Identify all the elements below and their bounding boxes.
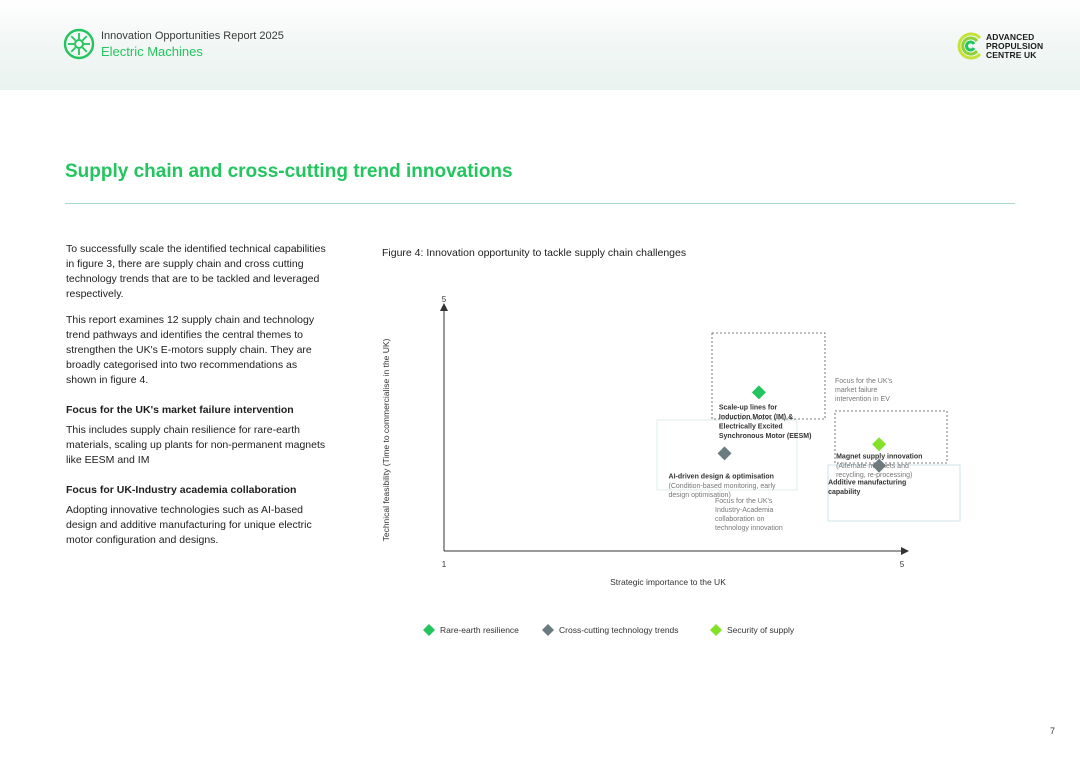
rare-earth-annotation-line: intervention in EV xyxy=(835,396,890,403)
data-point-detail: design optimisation) xyxy=(668,491,731,499)
data-point-marker xyxy=(752,385,766,399)
org-logo-text xyxy=(986,33,1043,60)
body-paragraph: This includes supply chain resilience for rare-earth materials, scaling up plants for non-permanent magnets like EESM and IM xyxy=(66,424,326,466)
section-heading: Focus for UK-Industry academia collaboration xyxy=(66,484,297,496)
report-title: Innovation Opportunities Report 2025 xyxy=(101,30,284,42)
legend-label: Cross-cutting technology trends xyxy=(559,625,679,635)
collaboration-annotation-line: technology innovation xyxy=(715,525,783,532)
page-number: 7 xyxy=(1050,726,1056,736)
data-point-label: Electrically Excited xyxy=(718,423,783,431)
data-point-detail: recycling, re-processing) xyxy=(836,471,913,479)
rare-earth-annotation-line: market failure xyxy=(835,387,878,394)
body-paragraph: This report examines 12 supply chain and technology trend pathways and identifies the central themes to strengthen the UK's E-motors supply chain. They are broadly categorised into two recommendations as shown in figure 4. xyxy=(66,314,315,386)
legend-label: Security of supply xyxy=(727,625,795,635)
legend-marker xyxy=(710,624,722,636)
data-point-label: Scale-up lines for xyxy=(718,404,778,412)
page-title: Supply chain and cross-cutting trend innovations xyxy=(65,161,513,182)
legend-label: Rare-earth resilience xyxy=(440,625,519,635)
rare-earth-annotation-line: Focus for the UK's xyxy=(835,378,893,385)
collaboration-annotation-line: Industry-Academia xyxy=(715,507,774,514)
gear-circle-icon xyxy=(63,28,95,60)
data-point-label: Induction Motor (IM) & xyxy=(718,413,794,421)
figure-caption: Figure 4: Innovation opportunity to tackle supply chain challenges xyxy=(382,247,687,259)
data-point-label: Additive manufacturing xyxy=(828,479,907,487)
data-point-label: capability xyxy=(828,489,861,497)
org-logo-line: CENTRE UK xyxy=(986,50,1037,60)
data-point-label: Magnet supply innovation xyxy=(836,453,923,461)
y-axis-label: Technical feasibility (Time to commercialise in the UK) xyxy=(381,338,391,542)
page-header xyxy=(0,0,1080,90)
section-heading: Focus for the UK's market failure intervention xyxy=(66,404,294,416)
report-subtitle: Electric Machines xyxy=(101,44,203,59)
data-point-marker xyxy=(872,437,886,451)
x-tick-label: 1 xyxy=(441,560,447,569)
org-logo-line: ADVANCED xyxy=(986,32,1035,42)
collaboration-annotation-line: Focus for the UK's xyxy=(715,498,773,505)
apc-logo-icon xyxy=(954,30,986,62)
body-paragraph: To successfully scale the identified technical capabilities in figure 3, there are supply chain and cross cutting technology trends that are to be tackled and leveraged respectively. xyxy=(66,243,326,300)
collaboration-annotation-line: collaboration on xyxy=(715,516,765,523)
data-point-label: Synchronous Motor (EESM) xyxy=(718,432,812,440)
x-axis-label: Strategic importance to the UK xyxy=(610,577,726,587)
title-divider xyxy=(65,203,1015,204)
data-point-detail: (Alternate magnets and xyxy=(836,462,909,470)
legend-marker xyxy=(423,624,435,636)
data-point-label: AI-driven design & optimisation xyxy=(668,473,774,481)
x-tick-label: 5 xyxy=(899,560,905,569)
body-text-column xyxy=(66,242,326,559)
scatter-chart xyxy=(370,285,970,645)
y-tick-label: 5 xyxy=(441,295,447,304)
org-logo-line: PROPULSION xyxy=(986,41,1044,51)
data-point-detail: (Condition-based monitoring, early xyxy=(668,482,776,490)
body-paragraph: Adopting innovative technologies such as AI-based design and additive manufacturing for unique electric motor configuration and designs. xyxy=(66,504,312,546)
data-point-marker xyxy=(718,446,732,460)
legend-marker xyxy=(542,624,554,636)
